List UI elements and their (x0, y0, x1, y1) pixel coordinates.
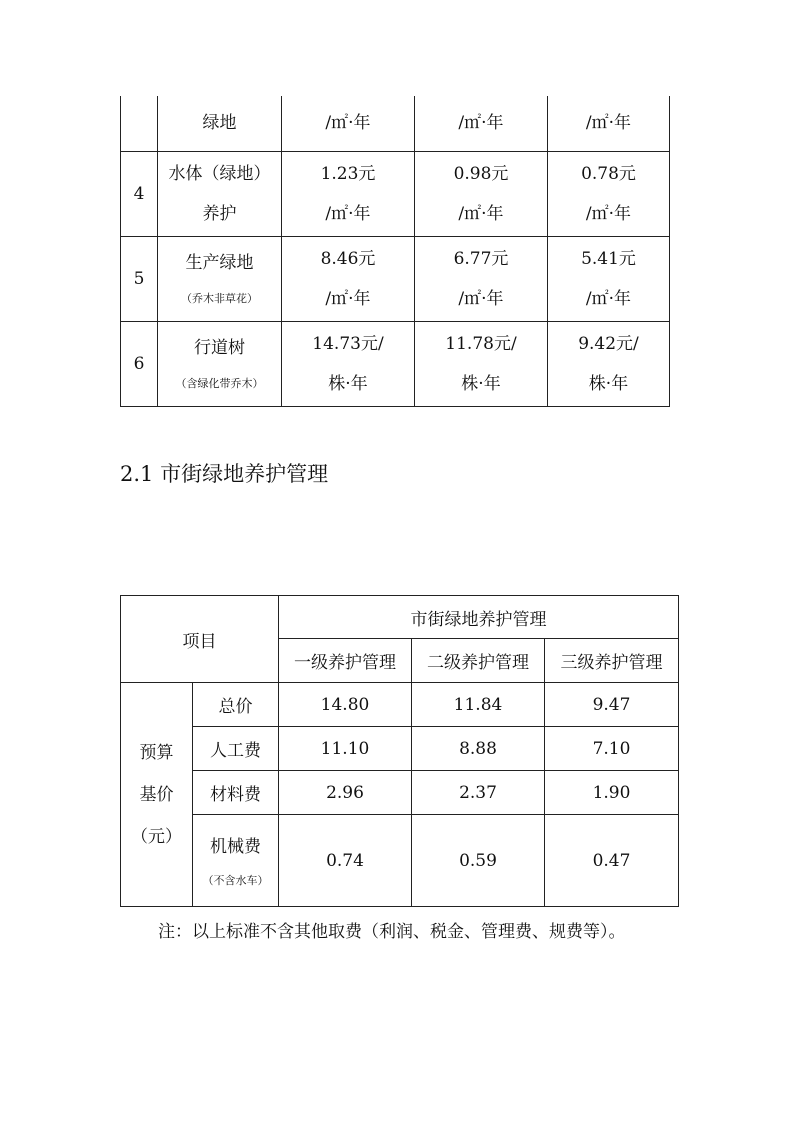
level3-header: 三级养护管理 (545, 639, 679, 683)
level2-cell: 0.59 (412, 815, 545, 907)
header-row (121, 596, 679, 639)
table-row (121, 96, 670, 151)
street-greenbelt-budget-table (120, 595, 679, 907)
level2-header: 二级养护管理 (412, 639, 545, 683)
footnote: 注：以上标准不含其他取费（利润、税金、管理费、规费等）。 (158, 922, 626, 942)
level2-value: /㎡·年 (415, 96, 548, 151)
level3-value: /㎡·年 (548, 96, 670, 151)
level2-value: 11.78元/ 株·年 (415, 321, 548, 406)
level2-cell: 2.37 (412, 771, 545, 815)
table-row (121, 683, 679, 727)
table-row (121, 321, 670, 406)
level3-value: 5.41元 /㎡·年 (548, 236, 670, 321)
level1-cell: 2.96 (279, 771, 412, 815)
cost-label: 人工费 (193, 727, 279, 771)
level3-cell: 9.47 (545, 683, 679, 727)
table-row (121, 771, 679, 815)
item-name: 水体（绿地） 养护 (158, 151, 282, 236)
level1-cell: 0.74 (279, 815, 412, 907)
level3-value: 0.78元 /㎡·年 (548, 151, 670, 236)
level1-value: /㎡·年 (282, 96, 415, 151)
level1-value: 14.73元/ 株·年 (282, 321, 415, 406)
row-number: 6 (121, 321, 158, 406)
group-header: 市街绿地养护管理 (279, 596, 679, 639)
level3-cell: 1.90 (545, 771, 679, 815)
level1-cell: 14.80 (279, 683, 412, 727)
level2-value: 0.98元 /㎡·年 (415, 151, 548, 236)
item-name: 生产绿地 （乔木非草花） (158, 236, 282, 321)
table-row (121, 815, 679, 907)
level2-value: 6.77元 /㎡·年 (415, 236, 548, 321)
item-name: 行道树 （含绿化带乔木） (158, 321, 282, 406)
row-group-label: 预算 基价 （元） (121, 683, 193, 907)
level2-cell: 8.88 (412, 727, 545, 771)
level2-cell: 11.84 (412, 683, 545, 727)
row-number: 4 (121, 151, 158, 236)
table-row (121, 236, 670, 321)
row-number: 5 (121, 236, 158, 321)
cost-label: 材料费 (193, 771, 279, 815)
level1-value: 1.23元 /㎡·年 (282, 151, 415, 236)
level1-value: 8.46元 /㎡·年 (282, 236, 415, 321)
item-name: 绿地 (158, 96, 282, 151)
level1-cell: 11.10 (279, 727, 412, 771)
section-heading: 2.1 市街绿地养护管理 (120, 462, 329, 486)
level3-cell: 7.10 (545, 727, 679, 771)
level3-value: 9.42元/ 株·年 (548, 321, 670, 406)
table-row (121, 727, 679, 771)
maintenance-standard-table-continued (120, 96, 670, 407)
cost-label: 总价 (193, 683, 279, 727)
level3-cell: 0.47 (545, 815, 679, 907)
item-header: 项目 (121, 596, 279, 683)
table-row (121, 151, 670, 236)
row-number (121, 96, 158, 151)
cost-label: 机械费 （不含水车） (193, 815, 279, 907)
level1-header: 一级养护管理 (279, 639, 412, 683)
